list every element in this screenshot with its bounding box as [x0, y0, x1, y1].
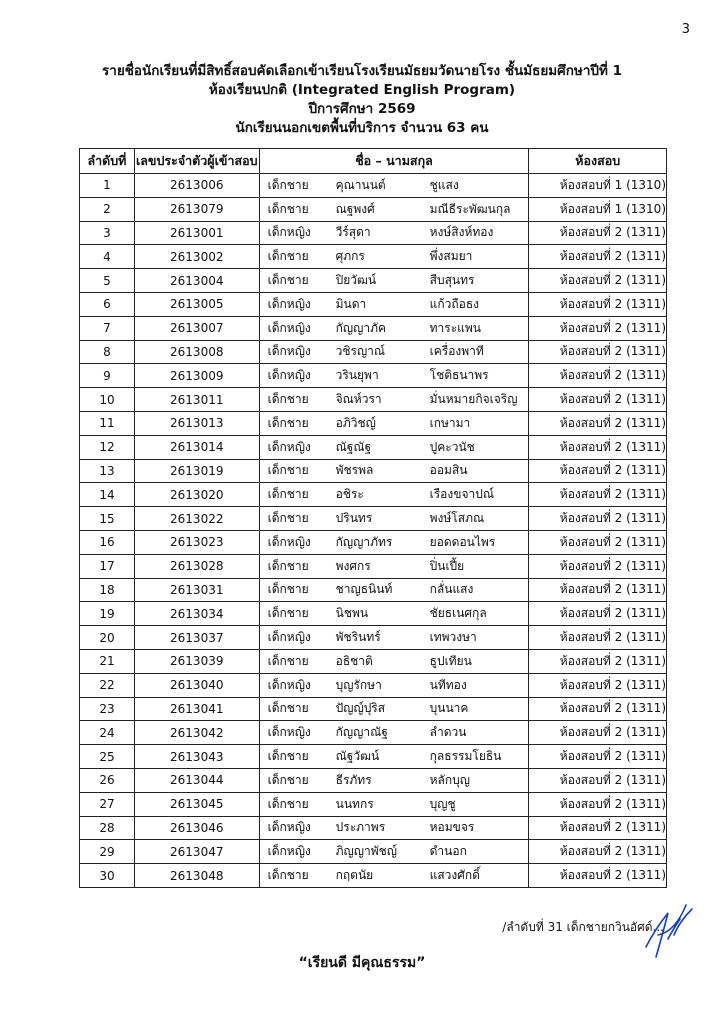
first-name: ณฐพงศ์: [335, 201, 375, 216]
last-name: นทีทอง: [429, 677, 467, 692]
exam-id: 2613034: [134, 602, 259, 626]
exam-id: 2613037: [134, 626, 259, 650]
first-name: วชิรญาณ์: [335, 344, 386, 359]
first-name: กัญญาภัทร: [335, 534, 393, 549]
last-name: กุลธรรมโยธิน: [429, 749, 502, 764]
exam-id: 2613001: [134, 221, 259, 245]
student-name: [259, 840, 529, 864]
student-name: [259, 578, 529, 602]
name-prefix: เด็กชาย: [267, 415, 309, 430]
last-name: เครื่องพาที: [429, 344, 484, 359]
exam-room: ห้องสอบที่ 2 (1311): [529, 721, 667, 745]
exam-id: 2613006: [134, 174, 259, 198]
table-row: [80, 697, 667, 721]
school-motto: “เรียนดี มีคุณธรรม”: [298, 955, 426, 971]
row-number: 29: [80, 840, 135, 864]
table-row: [80, 411, 667, 435]
row-number: 14: [80, 483, 135, 507]
exam-id: 2613008: [134, 340, 259, 364]
header-program: ห้องเรียนปกติ (Integrated English Program): [208, 82, 516, 98]
exam-id: 2613005: [134, 292, 259, 316]
table-row: [80, 459, 667, 483]
table-row: [80, 816, 667, 840]
last-name: กลั่นแสง: [429, 582, 474, 597]
last-name: สืบสุนทร: [429, 273, 475, 288]
exam-room: ห้องสอบที่ 2 (1311): [529, 483, 667, 507]
student-name: [259, 673, 529, 697]
last-name: เกษามา: [429, 415, 471, 430]
student-name: [259, 745, 529, 769]
last-name: พงษ์โสภณ: [429, 511, 485, 526]
first-name: ณัฐวัฒน์: [335, 749, 380, 764]
first-name: บุญรักษา: [335, 677, 382, 692]
row-number: 11: [80, 411, 135, 435]
first-name: อชิระ: [335, 487, 364, 502]
table-row: [80, 792, 667, 816]
last-name: ปูคะวนัช: [429, 439, 475, 454]
header-group: นักเรียนนอกเขตพื้นที่บริการ จำนวน 63 คน: [235, 120, 489, 136]
document-header: [0, 62, 724, 138]
page-number: 3: [681, 22, 690, 37]
table-row: [80, 649, 667, 673]
exam-room: ห้องสอบที่ 2 (1311): [529, 673, 667, 697]
last-name: บุนนาค: [429, 701, 469, 716]
last-name: หงษ์สิงห์ทอง: [429, 225, 494, 240]
student-name: [259, 221, 529, 245]
last-name: ยอดดอนไพร: [429, 534, 496, 549]
table-row: [80, 221, 667, 245]
student-name: [259, 649, 529, 673]
table-row: [80, 197, 667, 221]
exam-id: 2613014: [134, 435, 259, 459]
first-name: กัญญาณัฐ: [335, 725, 388, 740]
exam-room: ห้องสอบที่ 2 (1311): [529, 649, 667, 673]
last-name: ปิ่นเปี้ย: [429, 558, 465, 573]
name-prefix: เด็กหญิง: [267, 630, 311, 645]
student-name: [259, 435, 529, 459]
exam-room: ห้องสอบที่ 2 (1311): [529, 411, 667, 435]
exam-room: ห้องสอบที่ 1 (1310): [529, 174, 667, 198]
table-row: [80, 530, 667, 554]
name-prefix: เด็กชาย: [267, 701, 309, 716]
exam-room: ห้องสอบที่ 2 (1311): [529, 602, 667, 626]
name-prefix: เด็กชาย: [267, 201, 309, 216]
name-prefix: เด็กหญิง: [267, 296, 311, 311]
student-name: [259, 340, 529, 364]
student-name: [259, 816, 529, 840]
exam-id: 2613048: [134, 864, 259, 888]
student-name: [259, 721, 529, 745]
exam-id: 2613011: [134, 388, 259, 412]
exam-room: ห้องสอบที่ 2 (1311): [529, 578, 667, 602]
exam-room: ห้องสอบที่ 2 (1311): [529, 864, 667, 888]
name-prefix: เด็กหญิง: [267, 225, 311, 240]
first-name: อธิชาติ: [335, 653, 373, 668]
name-prefix: เด็กหญิง: [267, 534, 311, 549]
row-number: 23: [80, 697, 135, 721]
exam-room: ห้องสอบที่ 2 (1311): [529, 388, 667, 412]
student-name: [259, 411, 529, 435]
exam-room: ห้องสอบที่ 1 (1310): [529, 197, 667, 221]
exam-room: ห้องสอบที่ 2 (1311): [529, 626, 667, 650]
first-name: ปัญญ์ปุริส: [335, 701, 386, 716]
row-number: 15: [80, 507, 135, 531]
exam-room: ห้องสอบที่ 2 (1311): [529, 840, 667, 864]
last-name: พึ่งสมยา: [429, 249, 473, 264]
first-name: กฤตนัย: [335, 868, 374, 882]
student-table: [79, 148, 667, 888]
last-name: แสวงศักดิ์: [429, 868, 480, 882]
last-name: ชัยธเนศกุล: [429, 606, 487, 621]
exam-room: ห้องสอบที่ 2 (1311): [529, 697, 667, 721]
student-name: [259, 316, 529, 340]
table-row: [80, 388, 667, 412]
student-name: [259, 697, 529, 721]
first-name: นิชพน: [335, 606, 369, 621]
exam-id: 2613013: [134, 411, 259, 435]
name-prefix: เด็กหญิง: [267, 439, 311, 454]
last-name: ทาระแพน: [429, 320, 482, 335]
last-name: เรืองขจาปณ์: [429, 487, 494, 502]
row-number: 5: [80, 269, 135, 293]
student-name: [259, 292, 529, 316]
exam-id: 2613044: [134, 768, 259, 792]
first-name: นนทกร: [335, 796, 374, 811]
student-name: [259, 388, 529, 412]
column-header-number: ลำดับที่: [80, 149, 135, 174]
name-prefix: เด็กหญิง: [267, 368, 311, 383]
table-row: [80, 578, 667, 602]
exam-room: ห้องสอบที่ 2 (1311): [529, 435, 667, 459]
row-number: 21: [80, 649, 135, 673]
student-name: [259, 269, 529, 293]
student-name: [259, 459, 529, 483]
last-name: ธูปเทียน: [429, 653, 472, 668]
column-header-room: ห้องสอบ: [529, 149, 667, 174]
name-prefix: เด็กชาย: [267, 606, 309, 621]
header-title: รายชื่อนักเรียนที่มีสิทธิ์สอบคัดเลือกเข้าเรียนโรงเรียนมัธยมวัดนายโรง ชั้นมัธยมศึกษาปีที่ 1: [102, 63, 622, 79]
student-name: [259, 364, 529, 388]
last-name: เทพวงษา: [429, 630, 477, 645]
row-number: 26: [80, 768, 135, 792]
row-number: 27: [80, 792, 135, 816]
name-prefix: เด็กชาย: [267, 177, 309, 192]
table-row: [80, 340, 667, 364]
exam-id: 2613045: [134, 792, 259, 816]
last-name: ชูแสง: [429, 177, 459, 192]
first-name: อภิวิชญ์: [335, 415, 376, 430]
table-row: [80, 245, 667, 269]
first-name: กัญญาภัค: [335, 320, 387, 335]
table-row: [80, 507, 667, 531]
name-prefix: เด็กชาย: [267, 749, 309, 764]
name-prefix: เด็กหญิง: [267, 844, 311, 859]
row-number: 24: [80, 721, 135, 745]
row-number: 9: [80, 364, 135, 388]
table-row: [80, 554, 667, 578]
exam-room: ห้องสอบที่ 2 (1311): [529, 530, 667, 554]
first-name: ภิญญาพัชญ์: [335, 844, 398, 859]
name-prefix: เด็กชาย: [267, 273, 309, 288]
first-name: ศุภกร: [335, 249, 365, 264]
exam-room: ห้องสอบที่ 2 (1311): [529, 340, 667, 364]
row-number: 6: [80, 292, 135, 316]
name-prefix: เด็กชาย: [267, 772, 309, 787]
student-name: [259, 507, 529, 531]
student-name: [259, 768, 529, 792]
name-prefix: เด็กชาย: [267, 487, 309, 502]
first-name: ปรินทร: [335, 511, 373, 526]
name-prefix: เด็กชาย: [267, 868, 309, 882]
row-number: 25: [80, 745, 135, 769]
student-name: [259, 554, 529, 578]
last-name: มณีธีระพัฒนกุล: [429, 201, 511, 216]
continuation-note: /ลำดับที่ 31 เด็กชายกวินอัศด์...: [502, 920, 664, 934]
exam-id: 2613002: [134, 245, 259, 269]
first-name: ปิยวัฒน์: [335, 273, 377, 288]
student-name: [259, 792, 529, 816]
row-number: 18: [80, 578, 135, 602]
last-name: หอมขจร: [429, 820, 475, 835]
student-name: [259, 626, 529, 650]
exam-id: 2613042: [134, 721, 259, 745]
last-name: ออมสิน: [429, 463, 468, 478]
exam-id: 2613047: [134, 840, 259, 864]
exam-id: 2613004: [134, 269, 259, 293]
row-number: 16: [80, 530, 135, 554]
exam-id: 2613022: [134, 507, 259, 531]
student-name: [259, 483, 529, 507]
exam-room: ห้องสอบที่ 2 (1311): [529, 221, 667, 245]
exam-room: ห้องสอบที่ 2 (1311): [529, 745, 667, 769]
table-row: [80, 602, 667, 626]
header-academic-year: ปีการศึกษา 2569: [308, 101, 416, 117]
exam-id: 2613079: [134, 197, 259, 221]
table-row: [80, 745, 667, 769]
row-number: 30: [80, 864, 135, 888]
row-number: 1: [80, 174, 135, 198]
first-name: พัชรพล: [335, 463, 374, 478]
exam-room: ห้องสอบที่ 2 (1311): [529, 292, 667, 316]
row-number: 17: [80, 554, 135, 578]
first-name: วรินยุพา: [335, 368, 379, 383]
name-prefix: เด็กชาย: [267, 653, 309, 668]
last-name: บุญชู: [429, 796, 456, 811]
table-header-row: [80, 149, 667, 174]
name-prefix: เด็กชาย: [267, 463, 309, 478]
exam-room: ห้องสอบที่ 2 (1311): [529, 768, 667, 792]
first-name: ชาญธนินท์: [335, 582, 393, 597]
exam-id: 2613023: [134, 530, 259, 554]
name-prefix: เด็กชาย: [267, 511, 309, 526]
row-number: 22: [80, 673, 135, 697]
last-name: ดำนอก: [429, 844, 467, 859]
row-number: 4: [80, 245, 135, 269]
exam-id: 2613043: [134, 745, 259, 769]
table-row: [80, 721, 667, 745]
table-row: [80, 174, 667, 198]
name-prefix: เด็กหญิง: [267, 677, 311, 692]
column-header-name: ชื่อ – นามสกุล: [259, 149, 529, 174]
student-name: [259, 602, 529, 626]
name-prefix: เด็กชาย: [267, 796, 309, 811]
first-name: คุณานนต์: [335, 177, 386, 192]
first-name: ณัฐณัฐ: [335, 439, 372, 454]
table-row: [80, 316, 667, 340]
student-name: [259, 530, 529, 554]
exam-id: 2613009: [134, 364, 259, 388]
row-number: 7: [80, 316, 135, 340]
last-name: หลักบุญ: [429, 772, 470, 787]
exam-room: ห้องสอบที่ 2 (1311): [529, 792, 667, 816]
row-number: 10: [80, 388, 135, 412]
name-prefix: เด็กชาย: [267, 392, 309, 407]
first-name: วีร์สุดา: [335, 225, 371, 240]
first-name: พัชรินทร์: [335, 630, 381, 645]
table-row: [80, 292, 667, 316]
name-prefix: เด็กชาย: [267, 582, 309, 597]
exam-id: 2613041: [134, 697, 259, 721]
table-row: [80, 673, 667, 697]
first-name: ธีรภัทร: [335, 772, 372, 787]
table-row: [80, 768, 667, 792]
student-name: [259, 245, 529, 269]
table-row: [80, 626, 667, 650]
row-number: 20: [80, 626, 135, 650]
name-prefix: เด็กหญิง: [267, 820, 311, 835]
exam-room: ห้องสอบที่ 2 (1311): [529, 816, 667, 840]
table-row: [80, 269, 667, 293]
exam-room: ห้องสอบที่ 2 (1311): [529, 507, 667, 531]
row-number: 28: [80, 816, 135, 840]
exam-id: 2613046: [134, 816, 259, 840]
name-prefix: เด็กหญิง: [267, 725, 311, 740]
name-prefix: เด็กหญิง: [267, 344, 311, 359]
exam-room: ห้องสอบที่ 2 (1311): [529, 245, 667, 269]
row-number: 3: [80, 221, 135, 245]
exam-room: ห้องสอบที่ 2 (1311): [529, 316, 667, 340]
last-name: ลำดวน: [429, 725, 467, 740]
name-prefix: เด็กชาย: [267, 249, 309, 264]
exam-id: 2613019: [134, 459, 259, 483]
first-name: พงศกร: [335, 558, 371, 573]
first-name: มินดา: [335, 296, 367, 311]
table-row: [80, 483, 667, 507]
last-name: แก้วถือธง: [429, 296, 480, 311]
first-name: จิณห์วรา: [335, 392, 382, 407]
student-name: [259, 197, 529, 221]
table-row: [80, 364, 667, 388]
exam-room: ห้องสอบที่ 2 (1311): [529, 459, 667, 483]
exam-id: 2613007: [134, 316, 259, 340]
row-number: 19: [80, 602, 135, 626]
row-number: 13: [80, 459, 135, 483]
student-name: [259, 864, 529, 888]
exam-id: 2613040: [134, 673, 259, 697]
row-number: 8: [80, 340, 135, 364]
student-name: [259, 174, 529, 198]
exam-room: ห้องสอบที่ 2 (1311): [529, 364, 667, 388]
name-prefix: เด็กชาย: [267, 558, 309, 573]
exam-id: 2613031: [134, 578, 259, 602]
exam-room: ห้องสอบที่ 2 (1311): [529, 554, 667, 578]
exam-id: 2613028: [134, 554, 259, 578]
exam-id: 2613020: [134, 483, 259, 507]
exam-id: 2613039: [134, 649, 259, 673]
column-header-exam-id: เลขประจำตัวผู้เข้าสอบ: [134, 149, 259, 174]
row-number: 2: [80, 197, 135, 221]
table-row: [80, 435, 667, 459]
first-name: ประภาพร: [335, 820, 386, 835]
row-number: 12: [80, 435, 135, 459]
last-name: โชติธนาพร: [429, 368, 489, 383]
table-row: [80, 864, 667, 888]
last-name: มั่นหมายกิจเจริญ: [429, 392, 518, 407]
name-prefix: เด็กหญิง: [267, 320, 311, 335]
table-row: [80, 840, 667, 864]
exam-room: ห้องสอบที่ 2 (1311): [529, 269, 667, 293]
